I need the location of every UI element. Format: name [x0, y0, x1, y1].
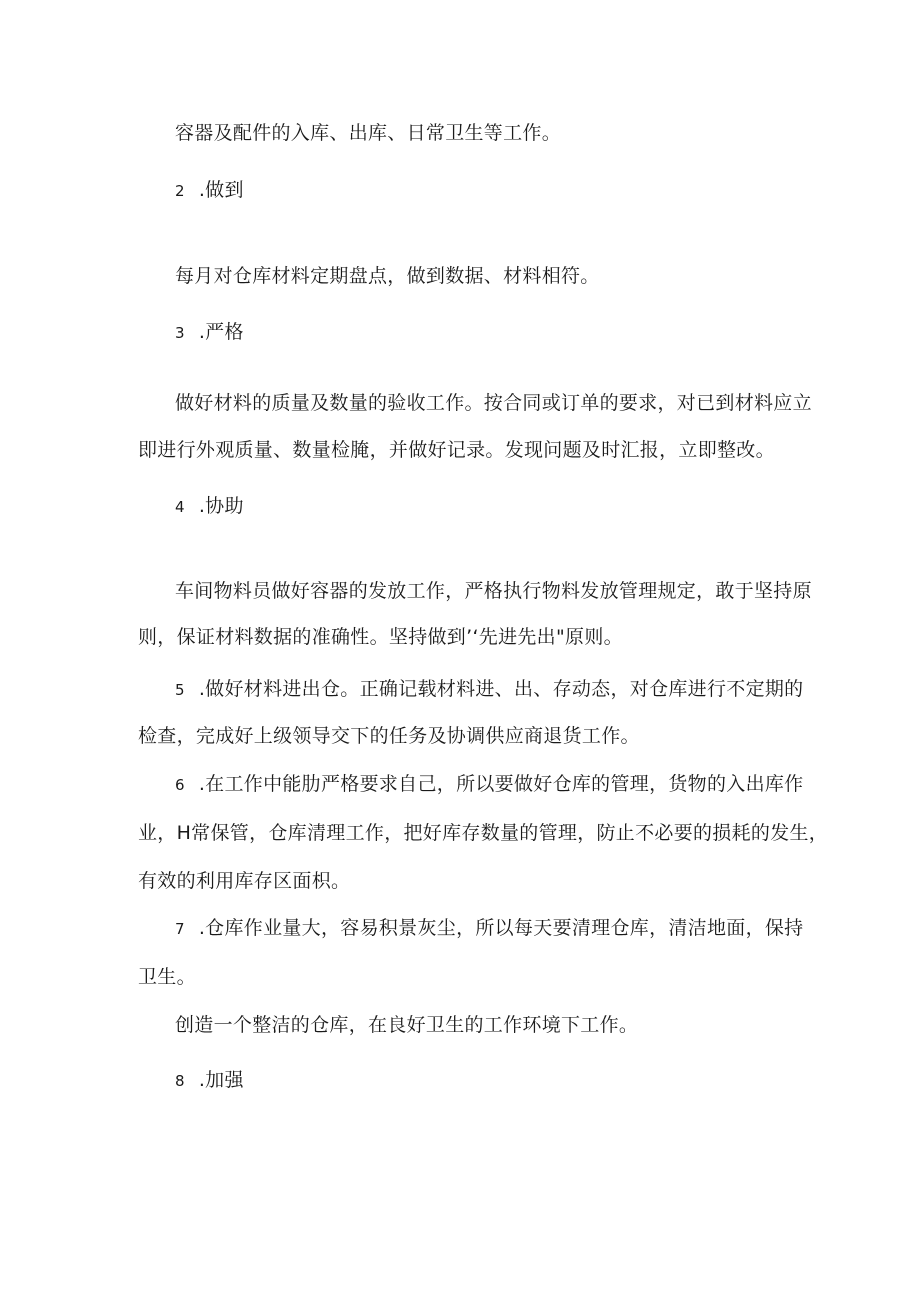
section-number: 7 [175, 920, 185, 938]
section-number: 5 [175, 681, 185, 699]
paragraph-line [138, 965, 196, 989]
section-heading-5 [175, 677, 804, 702]
section-heading-2 [175, 178, 244, 203]
paragraph-line [138, 869, 350, 893]
paragraph-line [138, 821, 829, 845]
line-text: 业，H常保管，仓库清理工作，把好库存数量的管理，防止不必要的损耗的发生， [138, 822, 829, 844]
line-text: 创造一个整洁的仓库，在良好卫生的工作环境下工作。 [175, 1014, 639, 1036]
line-text: 则，保证材料数据的准确性。坚持做到’‘先进先出"原则。 [138, 626, 623, 648]
line-text: 车间物料员做好容器的发放工作，严格执行物料发放管理规定，敢于坚持原 [175, 580, 812, 602]
section-heading-7 [175, 916, 804, 941]
section-heading-8 [175, 1068, 244, 1093]
line-text: 每月对仓库材料定期盘点，做到数据、材料相符。 [175, 265, 600, 287]
section-heading-6 [175, 772, 804, 797]
section-number: 2 [175, 182, 185, 200]
paragraph-line [175, 264, 600, 288]
section-title: .仓库作业量大，容易积景灰尘，所以每天要清理仓库，清洁地面，保持 [198, 917, 804, 939]
section-number: 8 [175, 1072, 185, 1090]
section-number: 6 [175, 776, 185, 794]
paragraph-line [175, 121, 561, 145]
section-number: 3 [175, 324, 185, 342]
section-title: .做到 [198, 179, 244, 201]
paragraph-line [175, 1013, 638, 1037]
line-text: 做好材料的质量及数量的验收工作。按合同或订单的要求，对已到材料应立 [175, 392, 812, 414]
paragraph-line [138, 438, 775, 462]
section-number: 4 [175, 498, 185, 516]
section-title: .在工作中能肋严格要求自己，所以要做好仓库的管理，货物的入出库作 [198, 773, 804, 795]
paragraph-line [175, 579, 812, 603]
line-text: 即进行外观质量、数量检腌，并做好记录。发现问题及时汇报，立即整改。 [138, 439, 775, 461]
section-title: .协助 [198, 495, 244, 517]
paragraph-line [138, 625, 623, 649]
section-heading-4 [175, 494, 244, 519]
section-heading-3 [175, 320, 244, 345]
section-title: .严格 [198, 321, 244, 343]
line-text: 有效的利用库存区面枳。 [138, 870, 351, 892]
section-title: .加强 [198, 1069, 244, 1091]
line-text: 检查，完成好上级领导交下的任务及协调供应商退货工作。 [138, 725, 640, 747]
line-text: 容器及配件的入库、出库、日常卫生等工作。 [175, 122, 562, 144]
line-text: 卫生。 [138, 966, 196, 988]
section-title: .做好材料进出仓。正确记载材料进、出、存动态，对仓库进行不定期的 [198, 678, 804, 700]
paragraph-line [138, 724, 640, 748]
paragraph-line [175, 391, 812, 415]
